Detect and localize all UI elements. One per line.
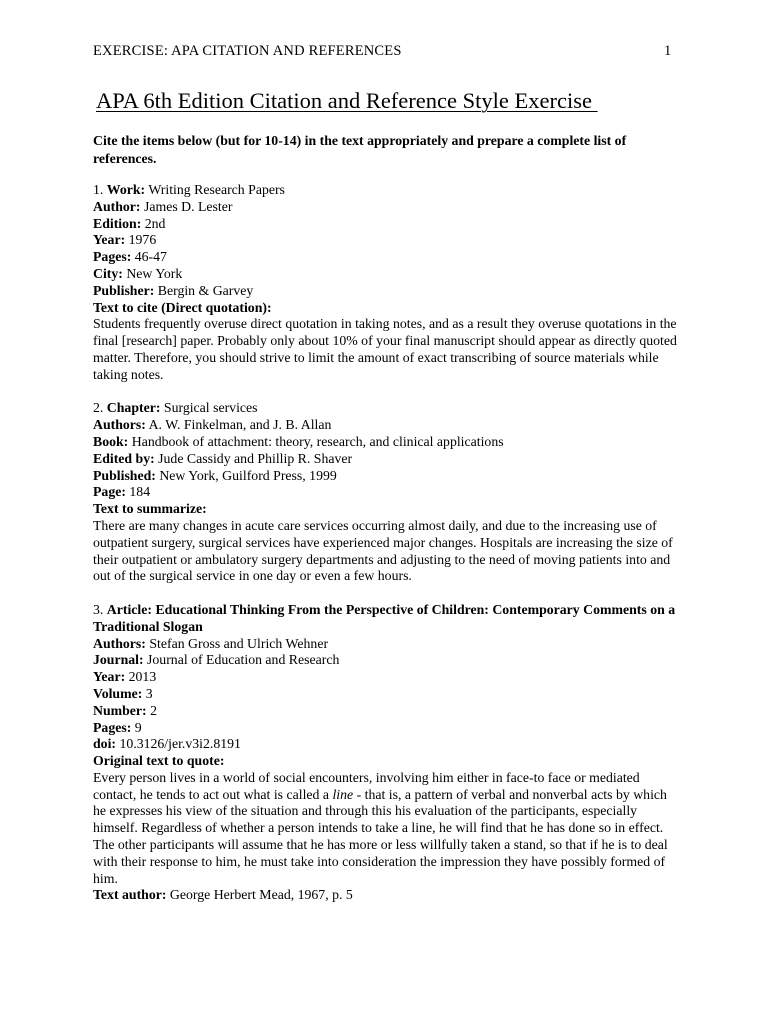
item-3-authors-line — [93, 636, 683, 653]
item-1-work-line — [93, 182, 683, 199]
running-head: EXERCISE: APA CITATION AND REFERENCES — [93, 43, 402, 59]
pages-value: 46-47 — [131, 249, 167, 265]
city-label: City: — [93, 265, 123, 281]
item-2-page-line — [93, 484, 683, 501]
item-1-publisher-line — [93, 283, 683, 300]
work-value: Writing Research Papers — [145, 182, 285, 197]
item-3-doi-line — [93, 736, 683, 753]
original-text-part-1: Every person lives in a world of social encounters, involving him either in face-to face or mediated contact, he tends to act out what is called a — [93, 769, 640, 802]
year-value: 1976 — [125, 232, 157, 248]
pages-label: Pages: — [93, 249, 132, 265]
number-value: 2 — [146, 702, 158, 718]
item-3-journal-line — [93, 652, 683, 669]
text-to-cite: Students frequently overuse direct quotation in taking notes, and as a result they overuse quotations in the final [research] paper. Probably only about 10% of your final manuscript should appear as directly quoted matter. Therefore, you should strive to limit the amount of exact transcribing of source materials while taking notes. — [93, 316, 677, 382]
original-text-italic: line — [332, 786, 354, 802]
item-2-edited-line — [93, 451, 683, 468]
text-author-value: George Herbert Mead, 1967, p. 5 — [166, 887, 353, 903]
exercise-item-3 — [93, 602, 683, 904]
text-to-summarize: There are many changes in acute care services occurring almost daily, and due to the increasing use of outpatient surgery, surgical services have experienced major changes. Hospitals are increasing the size of their outpatient or ambulatory surgery departments and adjusting to the need of moving patients into and out of the surgical service in one day or even a few hours. — [93, 517, 673, 584]
doi-value: 10.3126/jer.v3i2.8191 — [116, 736, 241, 752]
edited-by-value: Jude Cassidy and Phillip R. Shaver — [154, 450, 353, 466]
author-value: James D. Lester — [140, 198, 233, 214]
text-to-summarize-label: Text to summarize: — [93, 501, 207, 517]
pages-value: 9 — [131, 719, 142, 735]
page-value: 184 — [125, 484, 151, 500]
item-3-year-line — [93, 669, 683, 686]
document-title: APA 6th Edition Citation and Reference Style Exercise — [96, 88, 598, 113]
year-label: Year: — [93, 669, 126, 685]
chapter-value: Surgical services — [160, 400, 258, 416]
item-3-text-author-line — [93, 887, 683, 904]
item-3-pages-line — [93, 720, 683, 737]
exercise-item-2 — [93, 400, 683, 585]
item-3-article-line — [93, 602, 683, 636]
doi-label: doi: — [93, 736, 116, 752]
book-value: Handbook of attachment: theory, research, and clinical applications — [128, 433, 504, 449]
original-text — [93, 770, 683, 888]
item-3-number-line — [93, 703, 683, 720]
year-label: Year: — [93, 232, 126, 248]
article-title: Educational Thinking From the Perspective of Children: Contemporary Comments on a Traditional Slogan — [93, 601, 676, 634]
exercise-items — [93, 182, 683, 921]
authors-label: Authors: — [93, 417, 146, 433]
item-2-number: 2. — [93, 400, 107, 416]
edition-label: Edition: — [93, 215, 142, 231]
item-3-number: 3. — [93, 601, 107, 617]
edited-by-label: Edited by: — [93, 450, 155, 466]
volume-value: 3 — [142, 685, 153, 701]
journal-value: Journal of Education and Research — [143, 652, 340, 668]
item-3-volume-line — [93, 686, 683, 703]
original-text-label: Original text to quote: — [93, 753, 225, 769]
exercise-item-1 — [93, 182, 683, 384]
published-label: Published: — [93, 467, 156, 483]
edition-value: 2nd — [141, 215, 166, 231]
work-label: Work: — [106, 182, 146, 197]
item-2-published-line — [93, 468, 683, 485]
item-1-edition-line — [93, 216, 683, 233]
published-value: New York, Guilford Press, 1999 — [155, 467, 337, 483]
authors-label: Authors: — [93, 635, 146, 651]
publisher-label: Publisher: — [93, 282, 155, 298]
item-2-book-line — [93, 434, 683, 451]
instructions: Cite the items below (but for 10-14) in the text appropriately and prepare a complete list of references. — [93, 133, 627, 166]
city-value: New York — [122, 265, 183, 281]
page-label: Page: — [93, 484, 126, 500]
item-1-number: 1. — [93, 182, 107, 197]
item-2-chapter-line — [93, 400, 683, 417]
article-label: Article: — [106, 601, 152, 617]
pages-label: Pages: — [93, 719, 132, 735]
page-number: 1 — [664, 43, 672, 59]
original-text-part-2: - that is, a pattern of verbal and nonverbal acts by which he expresses his view of the situation and through this his evaluation of the participants, especially himself. Regardless of whether a person intends to take a line, he will find that he has done so in effect. The other participants will assume that he has more or less willfully taken a stand, so that if he is to deal with their response to him, he must take into consideration the impression they have possibly formed of him. — [93, 786, 668, 886]
text-author-label: Text author: — [93, 887, 167, 903]
publisher-value: Bergin & Garvey — [154, 282, 254, 298]
volume-label: Volume: — [93, 685, 143, 701]
item-2-authors-line — [93, 417, 683, 434]
authors-value: A. W. Finkelman, and J. B. Allan — [145, 417, 332, 433]
authors-value: Stefan Gross and Ulrich Wehner — [145, 635, 329, 651]
item-1-year-line — [93, 232, 683, 249]
number-label: Number: — [93, 702, 147, 718]
text-to-cite-label: Text to cite (Direct quotation): — [93, 299, 272, 315]
book-label: Book: — [93, 433, 129, 449]
item-1-city-line — [93, 266, 683, 283]
author-label: Author: — [93, 198, 141, 214]
chapter-label: Chapter: — [106, 400, 161, 416]
journal-label: Journal: — [93, 652, 144, 668]
item-1-author-line — [93, 199, 683, 216]
year-value: 2013 — [125, 669, 157, 685]
item-1-pages-line — [93, 249, 683, 266]
